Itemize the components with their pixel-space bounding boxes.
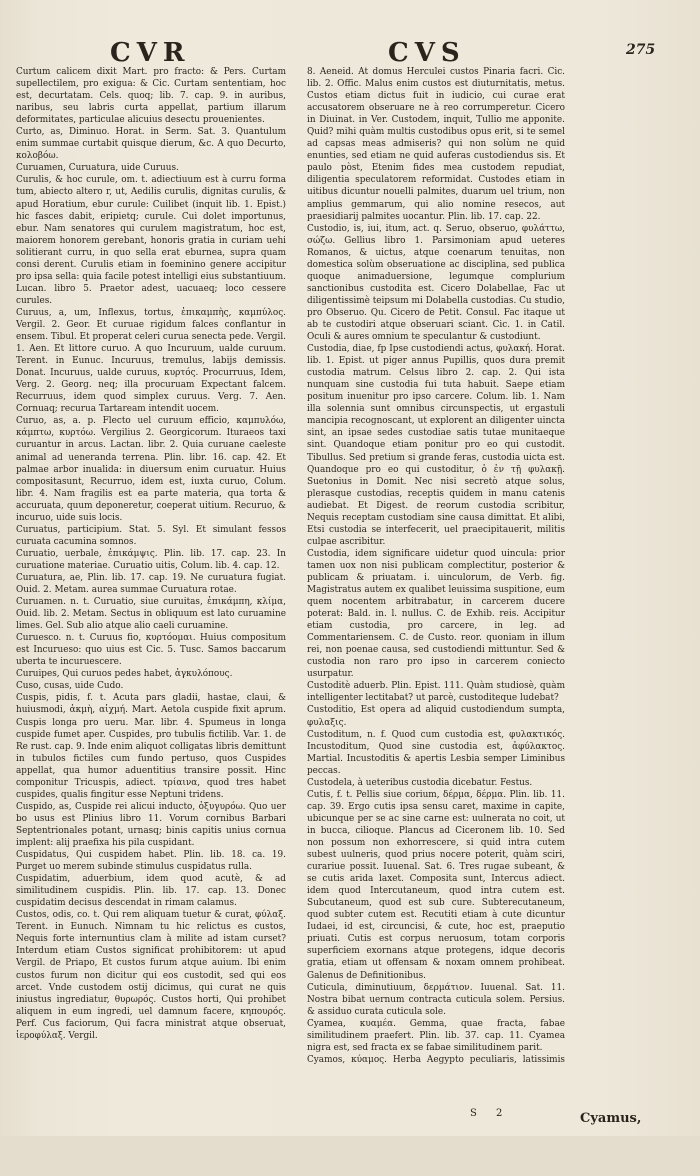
- entry-paragraph: Custoditum, n. f. Quod cum custodia est, φυλακτικός. Incustoditum, Quod sine custodia est, ἀφύλακτος. Martial. Incustoditis & apertis Lesbia semper Liminibus peccas.: [307, 729, 565, 776]
- catchword: Cyamus,: [580, 1111, 642, 1126]
- entry-paragraph: Curuamen, Curuatura, uide Curuus.: [16, 163, 179, 174]
- entry-paragraph: Custodio, is, iui, itum, act. q. Seruo, obseruo, φυλάττω, σώζω. Gellius libro 1. Parsimoniam apud ueteres Romanos, & uictus, atque coenarum tenuitas, non domestica solùm obseruatione ac disciplina, sed publica quoque animaduersione, legumque complurium sanctionibus custodita est. Cicero Dolabellae, Fac ut diligentissimè teipsum mi Dolabella custodias. Cu studio, pro Obseruo. Qu. Cicero de Petit. Consul. Fac itaque ut ab te custodiri atque obseruari sciant. Cic. 1. in Catil. Oculi & aures omnium te speculantur & custodiunt.: [307, 223, 565, 343]
- signature-mark: S 2: [470, 1108, 511, 1119]
- entry-paragraph: Cutis, f. t. Pellis siue corium, δέρμα, δέρμα. Plin. lib. 11. cap. 39. Ergo cutis ipsa sensu caret, maxime in capite, ubicunque per se ac sine carne est: uulnerata no coit, ut in bucca, cilioque. Plancus ad Ciceronem lib. 10. Sed non possum non exhorrescere, si quid intra cutem subest uulneris, quod prius nocere poterit, quàm sciri, curariue possit. Iuuenal. Sat. 6. Tres rugae subeant, & se cutis arida laxet. Composita sunt, Intercus adiect. idem quod Intercutaneum, quod intra cutem est. Subcutaneum, quod est sub cure. Subterecutaneum, quod subter cutem est. Recutiti etiam à cute dicuntur Iudaei, id est, circuncisi, & cute, hoc est, praeputio priuati. Cutis est corpus neruosum, totam corporis superficiem exornans atque protegens, idque decoris gratia, etiam ut offensam & noxam omnem prohibeat. Galenus de Definitionibus.: [307, 789, 565, 981]
- entry-paragraph: Curuamen. n. t. Curuatio, siue curuitas, ἐπικάμπη, κλίμα, Ouid. lib. 2. Metam. Sectus in obliquum est lato curuamine limes. Gel. Sub alio atque alio caeli curuamine.: [16, 597, 286, 632]
- entry-paragraph: Custodia, diae, fp Ipse custodiendi actus, φυλακή. Horat. lib. 1. Epist. ut piger annus Pupillis, quos dura premit custodia matrum. Celsus libro 2. cap. 2. Qui ista nunquam sine custodia fui tuta habuit. Saepe etiam positum inuenitur pro ipso carcere. Colum. lib. 1. Nam illa solennia sunt omnibus circunspectis, ut ergastuli mancipia recognoscant, ut explorent an diligenter uincta sint, an ipsae sedes custodiae satis tutae munitaeque sint. Quandoque etiam ponitur pro eo qui custodit. Tibullus. Sed pretium si grande feras, custodia uicta est. Quandoque pro eo qui custoditur, ὁ ἐν τῇ φυλακῇ. Suetonius in Domit. Nec nisi secretò atque solus, plerasque custodias, receptis quidem in manu catenis audiebat. Et Digest. de reorum custodia scribitur, Nequis receptam custodiam sine causa dimittat. Et alibi, Etsi custodia se interfecerit, uel praecipitauerit, militis culpae ascribitur.: [307, 344, 565, 547]
- entry-paragraph: Cuspido, as, Cuspide rei alicui inducto, ὀξυγυρόω. Quo uer bo usus est Plinius libro 11. Vorum cornibus Barbari Septentrionales potant, urnasq; binis capitis unius cornua implent: alij praefixa his pila cuspidant.: [16, 801, 286, 848]
- running-header: [0, 38, 700, 68]
- entry-paragraph: Curuatio, uerbale, ἐπικάμψις. Plin. lib. 17. cap. 23. In curuatione materiae. Curuatio uitis, Colum. lib. 4. cap. 12.: [16, 548, 286, 571]
- entry-paragraph: Curto, as, Diminuo. Horat. in Serm. Sat. 3. Quantulum enim summae curtabit quisque dierum, &c. A quo Decurto, κολοβόω.: [16, 127, 286, 162]
- entry-paragraph: Cuspidatus, Qui cuspidem habet. Plin. lib. 18. ca. 19. Purget uo merem subinde stimulus cuspidatus rulla.: [16, 850, 286, 873]
- entry-paragraph: Custodela, à ueteribus custodia dicebatur. Festus.: [307, 777, 533, 788]
- entry-paragraph: Cuspis, pidis, f. t. Acuta pars gladii, hastae, claui, & huiusmodi, ἀκμὴ, αἰχμή. Mart. Aetola cuspide fixit aprum. Cuspis longa pro ueru. Mar. libr. 4. Spumeus in longa cuspide fumet aper. Cuspides, pro tubulis fictilib. Var. 1. de Re rust. cap. 9. Inde enim aliquot colligatas libris demittunt in tubulos fictiles cum fundo pertuso, quos Cuspides appellat, qua humor aduentitius transire possit. Hinc componitur Tricuspis, adiect. τρίαινα, quod tres habet cuspides, qualis fingitur esse Neptuni tridens.: [16, 693, 286, 800]
- entry-paragraph: 8. Aeneid. At domus Herculei custos Pinaria facri. Cic. lib. 2. Offic. Malus enim custos est diuturnitatis, metus. Custos etiam dictus fuit in iudicio, cui curae erat accusatorem obseruare ne à reo corrumperetur. Cicero in Diuinat. in Ver. Custodem, inquit, Tullio me apponite. Quid? mihi quàm multis custodibus opus erit, si te semel ad capsas meas admiseris? qui non solùm ne quid enunties, sed etiam ne quid auferas custodiendus sis. Et paulo pòst, Etenim fides mea custodem repudiat, diligentia speculatorem reformidat. Custodes etiam in uitibus dicuntur nouelli palmites, duarum uel trium, non amplius gemmarum, qui alio nomine resecos, aut praesidiarij palmites uocantur. Plin. lib. 17. cap. 22.: [307, 67, 565, 222]
- entry-paragraph: Cyamea, κυαμέα. Gemma, quae fracta, fabae similitudinem praefert. Plin. lib. 37. cap. 11. Cyamea nigra est, sed fracta ex se fabae similitudinem parit.: [307, 1018, 565, 1053]
- entry-paragraph: Cuspidatim, aduerbium, idem quod acutè, & ad similitudinem cuspidis. Plin. lib. 17. cap. 13. Donec cuspidatim decisus descendat in rimam calamus.: [16, 874, 286, 909]
- entry-paragraph: Curuatus, participium. Stat. 5. Syl. Et simulant fessos curuata cacumina somnos.: [16, 524, 286, 547]
- entry-paragraph: Curuo, as, a. p. Flecto uel curuum efficio, καμπυλόω, κάμπτω, κυρτόω. Vergilius 2. Georgicorum. Ituraeos taxi curuantur in arcus. Lactan. libr. 2. Quia curuane caeleste animal ad ueneranda terrena. Plin. libr. 16. cap. 42. Et palmae arbor inualida: in diuersum enim curuatur. Huius compositasunt, Recurruo, idem est, iuxta curuo, Colum. libr. 4. Nam fragilis est ea parte materia, qua torta & accuruata, quum deponeretur, coeperat uitium. Recuruo, & incuruo, uide suis locis.: [16, 416, 286, 523]
- entry-paragraph: Custoditio, Est opera ad aliquid custodiendum sumpta, φυλαξις.: [307, 705, 565, 728]
- entry-paragraph: Cuticula, diminutiuum, δερμάτιον. Iuuenal. Sat. 11. Nostra bibat uernum contracta cuticula solem. Persius. & assiduo curata cuticula sole.: [307, 982, 565, 1017]
- entry-paragraph: Cyamos, κύαμος. Herba Aegypto peculiaris, latissimis: [307, 1054, 565, 1065]
- entry-paragraph: Cuso, cusas, uide Cudo.: [16, 681, 124, 692]
- entry-paragraph: Custoditè aduerb. Plin. Epist. 111. Quàm studiosè, quàm intelligenter lectitabat? ut parcè, custoditeque ludebat?: [307, 681, 565, 704]
- header-right-title: CVS: [388, 38, 466, 68]
- entry-paragraph: Curuus, a, um, Inflexus, tortus, ἐπικαμπὴς, καμπύλος. Vergil. 2. Geor. Et curuae rigidum falces conflantur in ensem. Tibul. Et properat celeri curua senecta pede. Vergil. 1. Aen. Et littore curuo. A quo Incuruum, ualde curuum. Terent. in Eunuc. Incuruus, tremulus, labijs demissis. Donat. Incuruus, ualde curuus, κυρτός. Procurruus, Idem, Verg. 2. Georg. neq; illa procuruam Expectant falcem. Recurruus, idem quod simplex curuus. Verg. 7. Aen. Cornuaq; recurua Tartaream intendit uocem.: [16, 307, 286, 415]
- page-bottom-margin: [0, 1136, 700, 1176]
- entry-paragraph: Custodia, idem significare uidetur quod uincula: prior tamen uox non nisi publicam complectitur, posterior & publicam & priuatam. i. uinculorum, de Verb. fig. Magistratus autem ex qualibet leuissima suspitione, eum quem nocentem arbitrabatur, in carcerem ducere poterat: Bald. in. l. nullus. C. de Exhib. reis. Accipitur etiam custodia, pro carcere, in leg. ad Commentariensem. C. de Custo. reor. quoniam in illum rei, non poenae causa, sed custodiendi mittuntur. Sed & custodia non raro pro ipso in carcerem coniecto usurpatur.: [307, 548, 565, 680]
- header-left-title: CVR: [110, 38, 191, 68]
- entry-paragraph: Curuatura, ae, Plin. lib. 17. cap. 19. Ne curuatura fugiat. Ouid. 2. Metam. aurea summae Curuatura rotae.: [16, 572, 286, 596]
- page-number: 275: [626, 42, 656, 58]
- entry-paragraph: Curulis, & hoc curule, om. t. adiectiuum est à curru forma tum, abiecto altero r, ut, Aedilis curulis, dignitas curulis, & apud Horatium, ebur curule: Cuilibet (inquit lib. 1. Epist.) hic fasces dabit, eripietq; curule. Cui dolet importunus, ebur. Nam senatores qui curulem magistratum, hoc est, maiorem honorem gerebant, honoris gratia in curiam uehi solitierant curru, in quo sella erat eburnea, supra quam consi derent. Curulis etiam in foeminino genere accipitur pro ipsa sella: quia facile potest intelligi eius substantiuum. Lucan. libro 5. Praetor adest, uacuaeq; loco cessere curules.: [16, 175, 286, 306]
- right-column: [307, 66, 565, 1066]
- entry-paragraph: Custos, odis, co. t. Qui rem aliquam tuetur & curat, φύλαξ. Terent. in Eunuch. Nimnam tu hic relictus es custos, Nequis forte internuntius clam à milite ad istam curset? Interdum etiam Custos significat prohibitorem: ut apud Vergil. de Priapo, Et custos furum atque auium. Ibi enim custos furum non dicitur qui eos custodit, sed qui eos arcet. Vnde custodem ostij dicimus, qui curat ne quis iniustus ingrediatur, θυρωρός. Custos horti, Qui prohibet aliquem in eum ingredi, uel damnum facere, κηπουρός. Perf. Cus faciorum, Qui facra ministrat atque obseruat, ἱεροφύλαξ. Vergil.: [16, 910, 286, 1041]
- entry-paragraph: Curtum calicem dixit Mart. pro fracto: & Pers. Curtam supellectilem, pro exigua: & Cic. Curtam sententiam, hoc est, decurtatam. Cels. quoq; lib. 7. cap. 9. in auribus, naribus, seu labris curta appellat, partium illarum deformitates, particulae alicuius desectu prouenientes.: [16, 67, 286, 126]
- entry-paragraph: Curuipes, Qui curuos pedes habet, ἀγκυλόπους.: [16, 669, 233, 680]
- entry-paragraph: Curuesco. n. t. Curuus fio, κυρτόομαι. Huius compositum est Incurueso: quo uius est Cic. 5. Tusc. Samos baccarum uberta te incuruescere.: [16, 633, 286, 668]
- left-column: [16, 66, 286, 1136]
